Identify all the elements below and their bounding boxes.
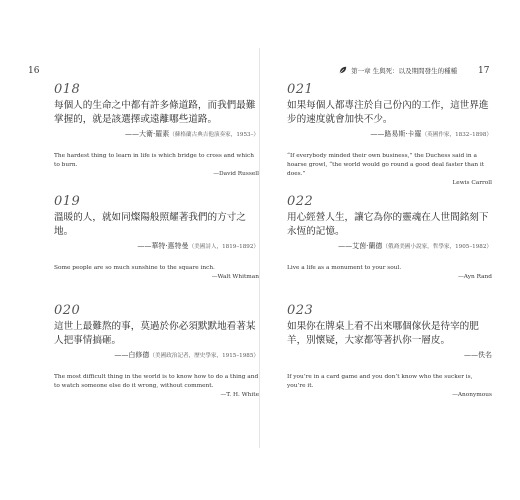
author-note: （英國作家，1832–1898） (421, 132, 492, 138)
right-page-number: 17 (478, 66, 490, 76)
quote-english: Some people are so much sunshine to the square inch. (54, 265, 215, 271)
quote-attribution (54, 349, 259, 362)
quote-entry-018 (54, 82, 259, 179)
quote-chinese: 溫暖的人，就如同燦陽般照耀著我們的方寸之地。 (54, 212, 246, 237)
author-note: （美國政治記者，歷史學家，1915–1985） (149, 353, 259, 359)
author-name: ——艾茵·蘭德 (338, 242, 383, 250)
quote-chinese: 每個人的生命之中都有許多條道路，而我們最難掌握的，就是該選擇或遠離哪些道路。 (54, 100, 256, 125)
quote-chinese: 如果你在牌桌上看不出來哪個傢伙是待宰的肥羊，別懷疑，大家都等著扒你一層皮。 (287, 321, 479, 346)
quote-english: If you’re in a card game and you don’t know who the sucker is, you’re it. (287, 374, 473, 389)
quote-number: 023 (287, 303, 314, 318)
quote-attribution (287, 128, 492, 141)
author-name: ——大衛·羅素 (125, 130, 170, 138)
english-attribution: —Ayn Rand (458, 274, 492, 280)
running-head (339, 66, 457, 75)
quote-chinese: 這世上最難熬的事，莫過於你必須默默地看著某人把事情搞砸。 (54, 321, 256, 346)
english-attribution: Lewis Carroll (452, 180, 492, 186)
quote-chinese: 如果每個人都專注於自己份內的工作，這世界進步的速度就會加快不少。 (287, 100, 489, 125)
running-head-text: 第一章 生與死：以及期間發生的種種 (351, 67, 458, 75)
quote-number: 020 (54, 303, 81, 318)
author-name: ——白修德 (114, 351, 150, 359)
author-note: （蘇格蘭古典吉他演奏家，1953–） (169, 132, 259, 138)
quote-english: Live a life as a monument to your soul. (287, 265, 402, 271)
quote-entry-022 (287, 194, 492, 282)
quote-attribution (54, 240, 259, 253)
quote-english: The most difficult thing in the world is to know how to do a thing and to watch someone else do it wrong, without comment. (54, 374, 259, 389)
author-name: ——華特·惠特曼 (137, 242, 189, 250)
english-attribution: —Walt Whitman (211, 274, 259, 280)
quote-number: 022 (287, 194, 314, 209)
quote-attribution (287, 240, 492, 253)
quote-attribution (287, 349, 492, 362)
quote-number: 019 (54, 194, 81, 209)
quote-english: The hardest thing to learn in life is which bridge to cross and which to burn. (54, 153, 254, 168)
quote-entry-019 (54, 194, 259, 282)
quote-entry-021 (287, 82, 492, 188)
english-attribution: —David Russell (213, 171, 259, 177)
author-name: ——佚名 (464, 351, 492, 359)
page-gutter (259, 48, 260, 448)
quote-number: 018 (54, 82, 81, 97)
quote-number: 021 (287, 82, 314, 97)
english-attribution: —Anonymous (452, 392, 492, 398)
author-note: （美國詩人，1819–1892） (188, 244, 259, 250)
left-page-number: 16 (28, 66, 40, 76)
english-attribution: —T. H. White (220, 392, 259, 398)
author-name: ——路易斯·卡羅 (370, 130, 422, 138)
leaf-icon (339, 66, 347, 74)
quote-chinese: 用心經營人生，讓它為你的靈魂在人世間銘刻下永恆的記憶。 (287, 212, 489, 237)
quote-entry-020 (54, 303, 259, 400)
quote-english: “If everybody minded their own business,” the Duchess said in a hoarse growl, “the world would go round a good deal faster than it does.” (287, 153, 485, 177)
quote-entry-023 (287, 303, 492, 400)
quote-attribution (54, 128, 259, 141)
author-note: （俄裔美國小說家，哲學家，1905–1982） (382, 244, 492, 250)
